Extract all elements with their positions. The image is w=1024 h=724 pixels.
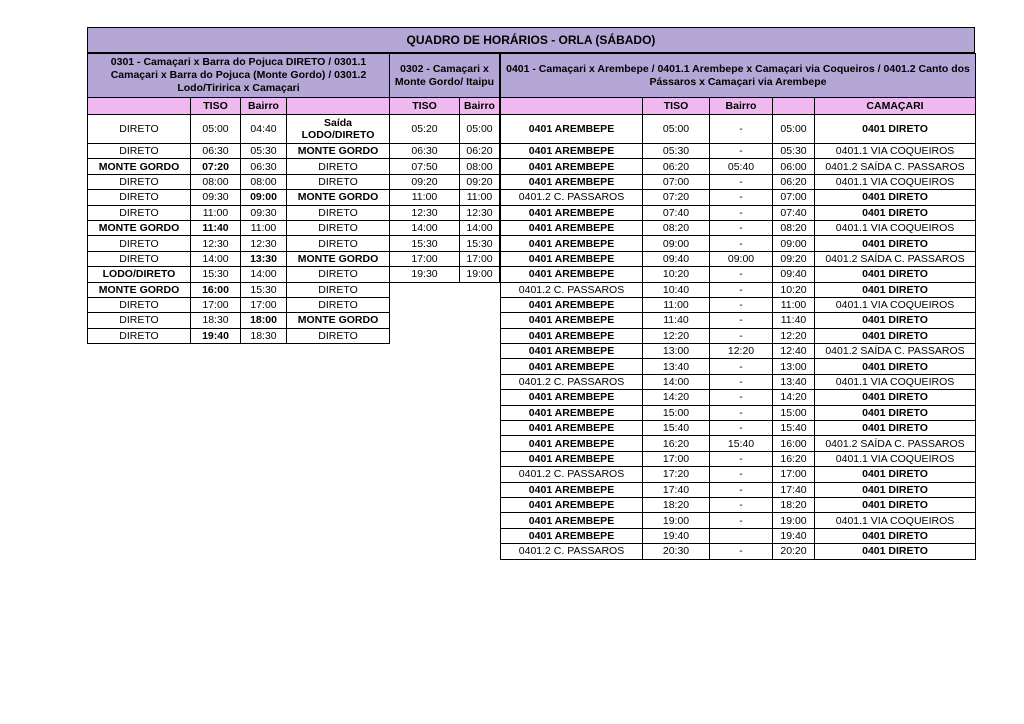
table-row xyxy=(88,159,390,174)
table-cell: 12:30 xyxy=(460,205,500,220)
table-cell: 0401 AREMBEPE xyxy=(501,390,643,405)
schedule-table-0301 xyxy=(87,53,390,344)
table-row xyxy=(501,497,976,512)
page-title: QUADRO DE HORÁRIOS - ORLA (SÁBADO) xyxy=(87,27,975,53)
table-cell: - xyxy=(710,451,773,466)
table-row xyxy=(88,220,390,235)
table-cell: 0401 DIRETO xyxy=(815,405,976,420)
column-header xyxy=(287,98,390,115)
table-cell: DIRETO xyxy=(88,328,191,343)
table-cell: 0401 AREMBEPE xyxy=(501,328,643,343)
table-row xyxy=(88,205,390,220)
table-cell: 0401 DIRETO xyxy=(815,359,976,374)
table-cell: 11:40 xyxy=(643,313,710,328)
table-cell: 16:20 xyxy=(643,436,710,451)
table-row xyxy=(88,190,390,205)
table-row xyxy=(501,190,976,205)
table-cell: 0401 AREMBEPE xyxy=(501,482,643,497)
table-cell: 06:30 xyxy=(390,144,460,159)
table-cell: 0401 AREMBEPE xyxy=(501,174,643,189)
table-row xyxy=(501,205,976,220)
table-cell: MONTE GORDO xyxy=(287,190,390,205)
table-row xyxy=(390,144,500,159)
table-row xyxy=(88,144,390,159)
table-cell: 05:00 xyxy=(460,115,500,144)
table-row xyxy=(501,313,976,328)
table-cell: 0401 AREMBEPE xyxy=(501,497,643,512)
table-cell: 05:00 xyxy=(191,115,241,144)
table-cell: 0401 DIRETO xyxy=(815,205,976,220)
table-cell: 12:20 xyxy=(773,328,815,343)
table-cell: 0401.2 C. PASSAROS xyxy=(501,190,643,205)
table-cell: 0401 DIRETO xyxy=(815,497,976,512)
table-cell: 0401 DIRETO xyxy=(815,390,976,405)
table-cell: 06:20 xyxy=(460,144,500,159)
column-header: CAMAÇARI xyxy=(815,98,976,115)
table-cell: DIRETO xyxy=(287,297,390,312)
table-cell: 0401 AREMBEPE xyxy=(501,236,643,251)
column-header: TISO xyxy=(643,98,710,115)
table-cell: 15:30 xyxy=(390,236,460,251)
table-cell: 17:00 xyxy=(191,297,241,312)
table-cell: - xyxy=(710,267,773,282)
column-header: TISO xyxy=(191,98,241,115)
table-cell: 09:30 xyxy=(241,205,287,220)
table-cell: 09:00 xyxy=(643,236,710,251)
table-cell: 0401 AREMBEPE xyxy=(501,359,643,374)
table-cell: 13:00 xyxy=(643,344,710,359)
table-row xyxy=(501,174,976,189)
table-cell: 09:30 xyxy=(191,190,241,205)
table-cell: - xyxy=(710,328,773,343)
table-row xyxy=(501,374,976,389)
table-cell: 17:00 xyxy=(773,467,815,482)
table-cell: 09:20 xyxy=(773,251,815,266)
table-cell: DIRETO xyxy=(88,190,191,205)
table-cell: - xyxy=(710,115,773,144)
table-0301-header: 0301 - Camaçari x Barra do Pojuca DIRETO / 0301.1 Camaçari x Barra do Pojuca (Monte Gordo) / 0301.2 Lodo/Tiririca x Camaçari xyxy=(88,54,390,98)
table-cell: 0401 AREMBEPE xyxy=(501,405,643,420)
table-cell: 13:00 xyxy=(773,359,815,374)
column-header: Bairro xyxy=(241,98,287,115)
table-cell: 09:20 xyxy=(460,174,500,189)
table-cell: 0401 AREMBEPE xyxy=(501,313,643,328)
table-row xyxy=(88,115,390,144)
table-cell: 09:40 xyxy=(643,251,710,266)
table-cell: 0401 AREMBEPE xyxy=(501,159,643,174)
table-cell: 0401.1 VIA COQUEIROS xyxy=(815,374,976,389)
table-cell: 06:30 xyxy=(241,159,287,174)
table-cell: 0401 AREMBEPE xyxy=(501,144,643,159)
table-row xyxy=(390,251,500,266)
table-row xyxy=(390,115,500,144)
table-row xyxy=(501,467,976,482)
table-cell: 12:40 xyxy=(773,344,815,359)
table-row xyxy=(390,267,500,282)
table-cell: - xyxy=(710,297,773,312)
table-cell: 14:00 xyxy=(390,220,460,235)
table-cell: 19:40 xyxy=(643,528,710,543)
table-cell: 09:40 xyxy=(773,267,815,282)
table-row xyxy=(501,144,976,159)
table-row xyxy=(501,282,976,297)
table-row xyxy=(390,159,500,174)
table-cell: 15:30 xyxy=(460,236,500,251)
table-cell: 0401 DIRETO xyxy=(815,190,976,205)
table-cell: DIRETO xyxy=(88,174,191,189)
table-cell: - xyxy=(710,236,773,251)
table-cell: - xyxy=(710,467,773,482)
table-cell: 08:20 xyxy=(773,220,815,235)
table-cell: 0401 DIRETO xyxy=(815,236,976,251)
table-cell: 08:00 xyxy=(241,174,287,189)
table-cell: 14:20 xyxy=(773,390,815,405)
table-cell: - xyxy=(710,405,773,420)
table-row xyxy=(88,282,390,297)
table-row xyxy=(390,174,500,189)
table-row xyxy=(88,313,390,328)
table-cell: 12:20 xyxy=(710,344,773,359)
table-cell: 17:00 xyxy=(643,451,710,466)
table-cell: 06:30 xyxy=(191,144,241,159)
table-cell: 05:30 xyxy=(773,144,815,159)
table-cell: 15:40 xyxy=(643,421,710,436)
table-row xyxy=(501,544,976,559)
table-cell: DIRETO xyxy=(287,205,390,220)
table-row xyxy=(501,297,976,312)
table-cell: DIRETO xyxy=(88,236,191,251)
table-cell: 13:30 xyxy=(241,251,287,266)
table-cell: - xyxy=(710,482,773,497)
table-cell: 0401 AREMBEPE xyxy=(501,513,643,528)
table-row xyxy=(501,528,976,543)
table-cell: 17:40 xyxy=(773,482,815,497)
table-cell: 14:20 xyxy=(643,390,710,405)
table-cell: 05:00 xyxy=(773,115,815,144)
table-cell: 11:00 xyxy=(460,190,500,205)
schedule-sheet xyxy=(87,27,975,558)
table-row xyxy=(88,251,390,266)
table-row xyxy=(501,115,976,144)
table-cell: 09:00 xyxy=(241,190,287,205)
table-cell: 0401 DIRETO xyxy=(815,467,976,482)
table-cell: 0401.2 C. PASSAROS xyxy=(501,374,643,389)
table-cell: 11:00 xyxy=(191,205,241,220)
table-cell: 0401.2 SAÍDA C. PASSAROS xyxy=(815,251,976,266)
table-cell: LODO/DIRETO xyxy=(88,267,191,282)
table-cell: 07:20 xyxy=(191,159,241,174)
table-cell: 0401 AREMBEPE xyxy=(501,251,643,266)
table-cell: 0401 AREMBEPE xyxy=(501,220,643,235)
table-cell: 07:50 xyxy=(390,159,460,174)
table-cell: - xyxy=(710,282,773,297)
table-cell: 0401 DIRETO xyxy=(815,328,976,343)
table-cell: 17:40 xyxy=(643,482,710,497)
table-row xyxy=(501,220,976,235)
table-cell: 11:40 xyxy=(773,313,815,328)
table-cell: 07:20 xyxy=(643,190,710,205)
table-row xyxy=(88,297,390,312)
table-cell: 15:40 xyxy=(773,421,815,436)
table-cell: DIRETO xyxy=(287,267,390,282)
table-row xyxy=(390,236,500,251)
table-cell: - xyxy=(710,421,773,436)
table-cell: DIRETO xyxy=(287,174,390,189)
table-cell: 14:00 xyxy=(460,220,500,235)
table-cell: 11:00 xyxy=(390,190,460,205)
table-cell xyxy=(710,528,773,543)
table-cell: 0401 AREMBEPE xyxy=(501,297,643,312)
table-row xyxy=(501,236,976,251)
table-cell: 15:30 xyxy=(191,267,241,282)
table-cell: 13:40 xyxy=(643,359,710,374)
table-cell: 12:30 xyxy=(390,205,460,220)
table-cell: 0401.2 SAÍDA C. PASSAROS xyxy=(815,159,976,174)
table-cell: 17:20 xyxy=(643,467,710,482)
table-0401-header: 0401 - Camaçari x Arembepe / 0401.1 Arembepe x Camaçari via Coqueiros / 0401.2 Canto dos Pássaros x Camaçari via Arembepe xyxy=(501,54,976,98)
table-cell: 08:20 xyxy=(643,220,710,235)
table-cell: 0401.1 VIA COQUEIROS xyxy=(815,513,976,528)
table-cell: DIRETO xyxy=(287,328,390,343)
table-cell: - xyxy=(710,144,773,159)
table-cell: 0401.2 C. PASSAROS xyxy=(501,467,643,482)
table-cell: 0401.1 VIA COQUEIROS xyxy=(815,220,976,235)
table-cell: 18:30 xyxy=(191,313,241,328)
table-cell: - xyxy=(710,390,773,405)
table-cell: 10:20 xyxy=(643,267,710,282)
table-cell: MONTE GORDO xyxy=(287,313,390,328)
table-cell: 0401 AREMBEPE xyxy=(501,115,643,144)
table-cell: 0401 AREMBEPE xyxy=(501,451,643,466)
table-cell: - xyxy=(710,359,773,374)
table-cell: 17:00 xyxy=(460,251,500,266)
table-cell: 18:30 xyxy=(241,328,287,343)
schedule-table-0401 xyxy=(500,53,976,560)
table-cell: 0401 DIRETO xyxy=(815,421,976,436)
table-cell: 19:40 xyxy=(191,328,241,343)
table-cell: - xyxy=(710,544,773,559)
table-cell: 0401 AREMBEPE xyxy=(501,421,643,436)
table-cell: DIRETO xyxy=(88,144,191,159)
table-cell: 0401.2 SAÍDA C. PASSAROS xyxy=(815,344,976,359)
table-cell: - xyxy=(710,205,773,220)
table-row xyxy=(501,251,976,266)
table-cell: - xyxy=(710,497,773,512)
table-cell: 0401 DIRETO xyxy=(815,482,976,497)
table-cell: DIRETO xyxy=(88,297,191,312)
table-row xyxy=(501,344,976,359)
table-cell: MONTE GORDO xyxy=(88,282,191,297)
table-cell: 10:40 xyxy=(643,282,710,297)
table-cell: 06:00 xyxy=(773,159,815,174)
table-cell: 07:00 xyxy=(773,190,815,205)
table-cell: 0401.1 VIA COQUEIROS xyxy=(815,451,976,466)
table-cell: 0401.1 VIA COQUEIROS xyxy=(815,144,976,159)
table-row xyxy=(501,421,976,436)
table-cell: 0401 DIRETO xyxy=(815,313,976,328)
table-cell: 16:00 xyxy=(773,436,815,451)
column-header xyxy=(773,98,815,115)
table-cell: 0401 AREMBEPE xyxy=(501,205,643,220)
table-cell: 07:40 xyxy=(643,205,710,220)
table-cell: 15:00 xyxy=(643,405,710,420)
table-row xyxy=(501,482,976,497)
table-cell: - xyxy=(710,313,773,328)
table-cell: 11:40 xyxy=(191,220,241,235)
table-cell: 0401 DIRETO xyxy=(815,528,976,543)
table-cell: MONTE GORDO xyxy=(287,144,390,159)
table-cell: 09:20 xyxy=(390,174,460,189)
table-cell: 17:00 xyxy=(390,251,460,266)
table-cell: - xyxy=(710,190,773,205)
table-cell: 16:20 xyxy=(773,451,815,466)
table-cell: - xyxy=(710,220,773,235)
table-cell: 19:00 xyxy=(773,513,815,528)
table-cell: 0401.1 VIA COQUEIROS xyxy=(815,297,976,312)
table-cell: 09:00 xyxy=(773,236,815,251)
table-cell: - xyxy=(710,174,773,189)
table-row xyxy=(501,451,976,466)
column-header: Bairro xyxy=(710,98,773,115)
table-cell: 05:30 xyxy=(643,144,710,159)
table-cell: 17:00 xyxy=(241,297,287,312)
table-row xyxy=(88,267,390,282)
column-header xyxy=(501,98,643,115)
table-cell: 04:40 xyxy=(241,115,287,144)
table-cell: 14:00 xyxy=(191,251,241,266)
table-row xyxy=(88,328,390,343)
table-row xyxy=(501,405,976,420)
table-cell: 0401 DIRETO xyxy=(815,267,976,282)
table-row xyxy=(501,159,976,174)
table-cell: Saída LODO/DIRETO xyxy=(287,115,390,144)
table-cell: 12:20 xyxy=(643,328,710,343)
table-cell: 16:00 xyxy=(191,282,241,297)
table-cell: MONTE GORDO xyxy=(287,251,390,266)
table-cell: 12:30 xyxy=(191,236,241,251)
table-cell: DIRETO xyxy=(287,282,390,297)
table-cell: DIRETO xyxy=(88,205,191,220)
table-cell: 20:20 xyxy=(773,544,815,559)
table-cell: 05:40 xyxy=(710,159,773,174)
table-cell: 19:00 xyxy=(643,513,710,528)
table-cell: 0401.2 C. PASSAROS xyxy=(501,544,643,559)
column-header: Bairro xyxy=(460,98,500,115)
column-header: TISO xyxy=(390,98,460,115)
table-cell: 0401 DIRETO xyxy=(815,115,976,144)
table-row xyxy=(501,513,976,528)
table-cell: 15:00 xyxy=(773,405,815,420)
table-cell: 06:20 xyxy=(773,174,815,189)
table-cell: DIRETO xyxy=(287,159,390,174)
column-header xyxy=(88,98,191,115)
schedule-table-0302 xyxy=(389,53,500,283)
table-cell: 0401 AREMBEPE xyxy=(501,344,643,359)
table-cell: 15:40 xyxy=(710,436,773,451)
table-cell: 05:30 xyxy=(241,144,287,159)
table-cell: 18:20 xyxy=(643,497,710,512)
table-row xyxy=(501,390,976,405)
table-row xyxy=(390,190,500,205)
table-cell: MONTE GORDO xyxy=(88,220,191,235)
table-cell: 05:00 xyxy=(643,115,710,144)
table-cell: 0401 AREMBEPE xyxy=(501,528,643,543)
table-cell: DIRETO xyxy=(287,220,390,235)
table-cell: - xyxy=(710,513,773,528)
table-row xyxy=(501,359,976,374)
table-cell: 0401 AREMBEPE xyxy=(501,267,643,282)
table-row xyxy=(390,220,500,235)
table-cell: 0401 AREMBEPE xyxy=(501,436,643,451)
table-cell: 0401 DIRETO xyxy=(815,282,976,297)
table-cell: 15:30 xyxy=(241,282,287,297)
table-cell: 14:00 xyxy=(241,267,287,282)
table-cell: 11:00 xyxy=(241,220,287,235)
table-cell: 08:00 xyxy=(191,174,241,189)
table-cell: 07:40 xyxy=(773,205,815,220)
table-cell: 09:00 xyxy=(710,251,773,266)
table-row xyxy=(501,328,976,343)
table-cell: 12:30 xyxy=(241,236,287,251)
table-cell: DIRETO xyxy=(88,313,191,328)
table-cell: 05:20 xyxy=(390,115,460,144)
table-cell: 19:40 xyxy=(773,528,815,543)
table-row xyxy=(88,236,390,251)
table-cell: 11:00 xyxy=(643,297,710,312)
table-cell: 14:00 xyxy=(643,374,710,389)
table-cell: - xyxy=(710,374,773,389)
table-cell: 11:00 xyxy=(773,297,815,312)
table-cell: 18:00 xyxy=(241,313,287,328)
table-row xyxy=(390,205,500,220)
table-row xyxy=(88,174,390,189)
table-cell: 06:20 xyxy=(643,159,710,174)
table-cell: 07:00 xyxy=(643,174,710,189)
table-cell: MONTE GORDO xyxy=(88,159,191,174)
table-0302-header: 0302 - Camaçari x Monte Gordo/ Itaipu xyxy=(390,54,500,98)
table-cell: 0401.2 SAÍDA C. PASSAROS xyxy=(815,436,976,451)
table-cell: 08:00 xyxy=(460,159,500,174)
table-cell: 0401.1 VIA COQUEIROS xyxy=(815,174,976,189)
table-cell: 19:30 xyxy=(390,267,460,282)
table-cell: 19:00 xyxy=(460,267,500,282)
table-cell: DIRETO xyxy=(88,251,191,266)
table-row xyxy=(501,436,976,451)
table-cell: 20:30 xyxy=(643,544,710,559)
table-cell: DIRETO xyxy=(287,236,390,251)
table-cell: 10:20 xyxy=(773,282,815,297)
table-cell: 0401 DIRETO xyxy=(815,544,976,559)
table-cell: 0401.2 C. PASSAROS xyxy=(501,282,643,297)
table-cell: 18:20 xyxy=(773,497,815,512)
table-cell: 13:40 xyxy=(773,374,815,389)
table-row xyxy=(501,267,976,282)
table-cell: DIRETO xyxy=(88,115,191,144)
